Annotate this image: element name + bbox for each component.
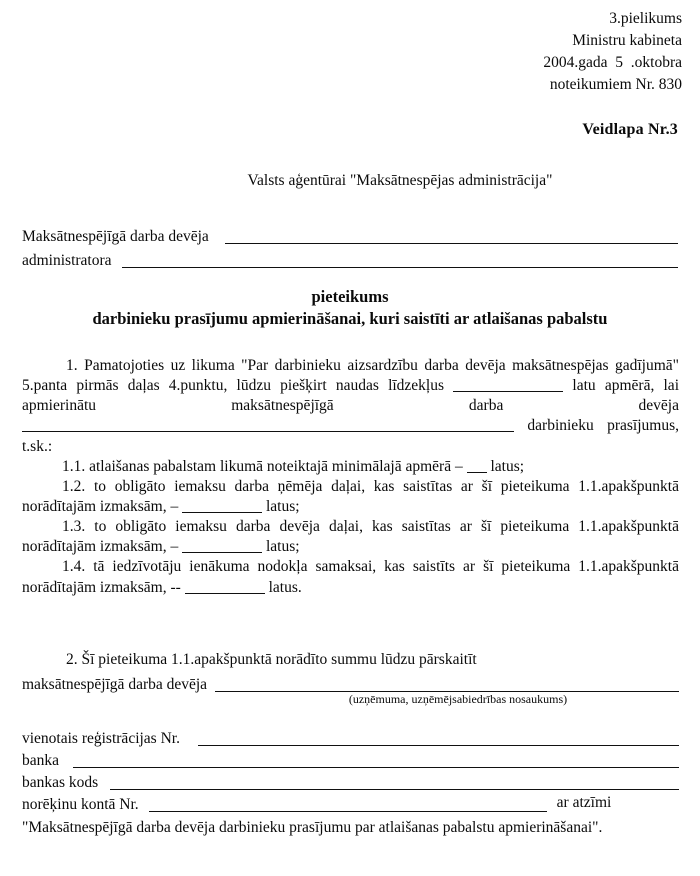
item-1-4-text: 1.4. tā iedzīvotāju ienākuma nodokļa samaksai, kas saistīts ar šī pieteikuma 1.1.apakšpunktā norādītajām izmaksām, -- — [22, 558, 679, 596]
field-blank-bank[interactable] — [73, 755, 679, 768]
title-line-2: darbinieku prasījumu apmierināšanai, kuri saistīti ar atlaišanas pabalstu — [92, 309, 608, 329]
paragraph-1-blank-amount[interactable] — [453, 391, 563, 392]
item-1-2-text: 1.2. to obligāto iemaksu darba ņēmēja daļai, kas saistītas ar šī pieteikuma 1.1.apakšpunktā norādītajām izmaksām, – — [22, 477, 679, 515]
paragraph-2-block — [22, 650, 679, 706]
form-number: Veidlapa Nr.3 — [582, 121, 678, 138]
bank-details-fields — [22, 724, 679, 812]
document-body — [22, 356, 679, 598]
field-suffix-account-number: ar atzīmi — [556, 794, 612, 811]
field-row-company — [22, 670, 679, 692]
field-label-employer: Maksātnespējīgā darba devēja — [22, 227, 209, 245]
field-label-bank-code: bankas kods — [22, 773, 99, 791]
field-label-administrator: administratora — [22, 251, 112, 269]
item-1-1-text: 1.1. atlaišanas pabalstam likumā noteiktajā minimālajā apmērā – — [62, 457, 463, 475]
paragraph-1 — [22, 356, 679, 457]
field-blank-account-number[interactable] — [149, 799, 547, 812]
paragraph-1-seg-1: 1. Pamatojoties uz likuma "Par darbinieku aizsardzību darba devēja maksātnespējas gadījumā" 5.panta pirmās daļas 4.punktu, lūdzu piešķirt naudas līdzekļus — [22, 357, 679, 395]
item-1-2 — [22, 477, 679, 517]
document-header — [342, 8, 682, 96]
field-label-company: maksātnespējīgā darba devēja — [22, 675, 208, 693]
item-1-2-blank[interactable] — [182, 512, 262, 513]
field-row-employer — [22, 220, 678, 244]
title-line-1: pieteikums — [311, 287, 389, 306]
item-1-4-unit: latus. — [268, 578, 302, 596]
closing-block — [22, 818, 679, 838]
item-1-2-unit: latus; — [266, 497, 300, 515]
administrator-fields — [22, 220, 678, 268]
field-label-account-number: norēķinu kontā Nr. — [22, 795, 139, 813]
item-1-1-unit: latus; — [490, 457, 525, 475]
field-blank-company[interactable] — [215, 679, 679, 692]
item-1-3-unit: latus; — [266, 538, 300, 556]
field-label-registration-number: vienotais reģistrācijas Nr. — [22, 729, 180, 747]
field-blank-registration-number[interactable] — [198, 733, 679, 746]
header-line-1: 3.pielikums — [609, 10, 682, 27]
paragraph-1-seg-2: latu apmērā, lai apmierinātu maksātnespējīgā darba devēja — [22, 377, 679, 415]
field-row-administrator — [22, 244, 678, 268]
header-line-3: 2004.gada 5 .oktobra — [543, 54, 682, 71]
field-row-account-number — [22, 790, 679, 812]
item-1-3-text: 1.3. to obligāto iemaksu darba devēja daļai, kas saistītas ar šī pieteikuma 1.1.apakšpunktā norādītajām izmaksām, – — [22, 518, 679, 556]
item-1-1 — [22, 457, 679, 477]
field-row-registration-number — [22, 724, 679, 746]
field-row-bank-code — [22, 768, 679, 790]
item-1-3 — [22, 517, 679, 557]
field-caption-company: (uzņēmuma, uzņēmējsabiedrības nosaukums) — [348, 692, 568, 707]
paragraph-2-text: 2. Šī pieteikuma 1.1.apakšpunktā norādīto summu lūdzu pārskaitīt — [66, 651, 477, 668]
header-line-2: Ministru kabineta — [572, 32, 682, 49]
header-line-4: noteikumiem Nr. 830 — [549, 76, 682, 93]
item-1-4-blank[interactable] — [185, 593, 265, 594]
field-blank-bank-code[interactable] — [110, 777, 679, 790]
addressee-line: Valsts aģentūrai "Maksātnespējas administrācija" — [247, 172, 553, 189]
paragraph-1-seg-3: darbinieku prasījumus, t.sk.: — [22, 417, 679, 455]
closing-text: "Maksātnespējīgā darba devēja darbinieku prasījumu par atlaišanas pabalstu apmierināšanai". — [22, 819, 603, 836]
paragraph-1-blank-employer[interactable] — [22, 431, 514, 432]
field-blank-employer[interactable] — [225, 231, 678, 244]
item-1-4 — [22, 557, 679, 597]
item-1-3-blank[interactable] — [182, 552, 262, 553]
document-title — [0, 286, 700, 331]
field-blank-administrator[interactable] — [122, 255, 678, 268]
item-1-1-blank[interactable] — [467, 472, 487, 473]
field-label-bank: banka — [22, 751, 60, 769]
field-row-bank — [22, 746, 679, 768]
